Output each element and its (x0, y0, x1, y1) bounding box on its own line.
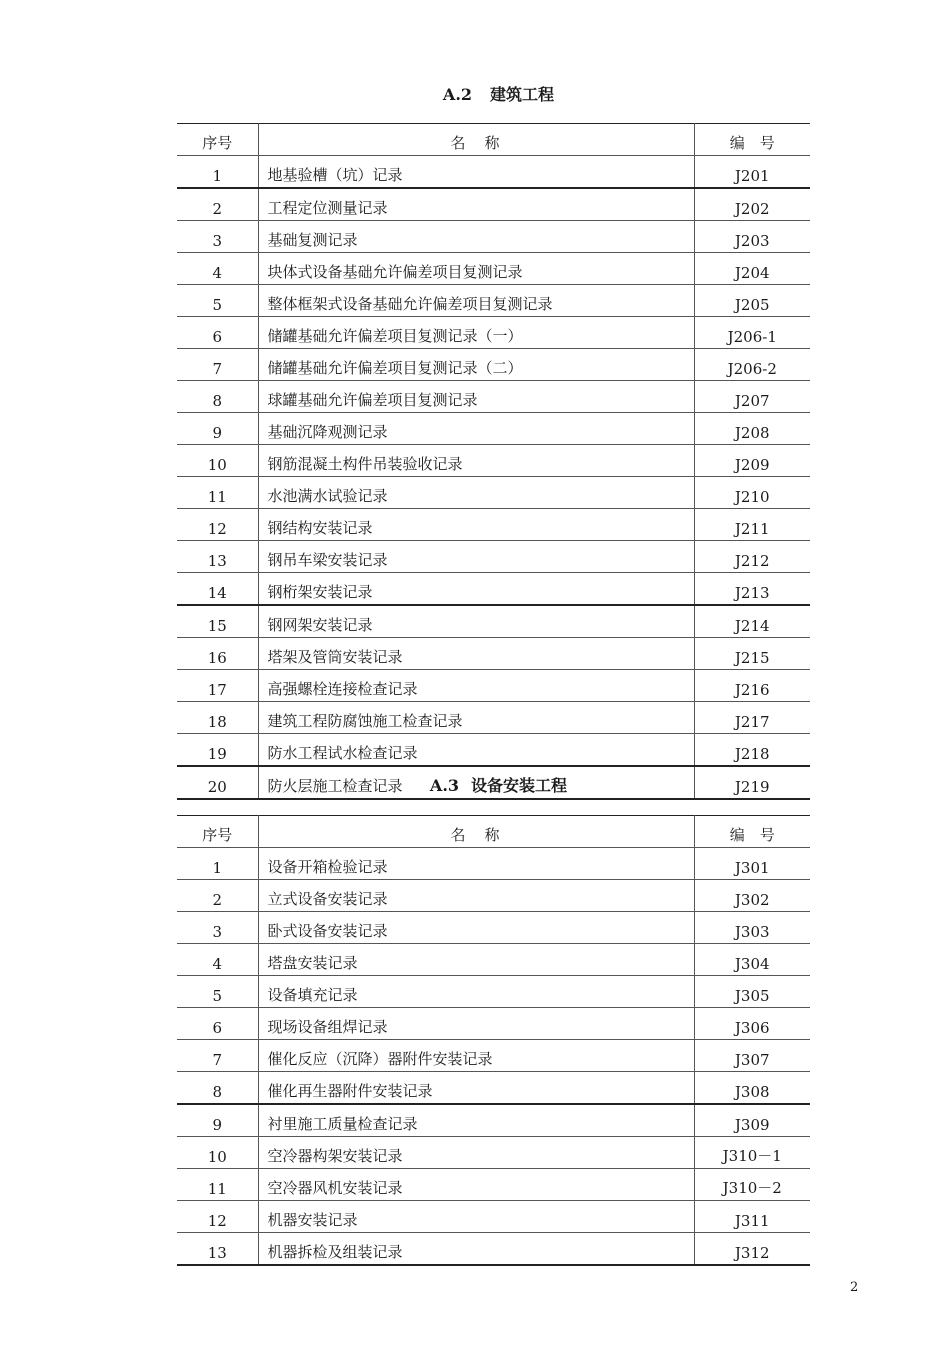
table-row (177, 221, 810, 253)
row-code: J310－1 (694, 1137, 810, 1169)
header-code: 编 号 (694, 124, 810, 156)
table-row (177, 156, 810, 189)
row-code: J219 (694, 766, 810, 799)
table-row (177, 253, 810, 285)
row-seq: 8 (177, 381, 258, 413)
row-name: 设备填充记录 (258, 976, 694, 1008)
row-code: J216 (694, 670, 810, 702)
row-code: J207 (694, 381, 810, 413)
row-name: 设备开箱检验记录 (258, 848, 694, 880)
row-seq: 5 (177, 976, 258, 1008)
row-name: 整体框架式设备基础允许偏差项目复测记录 (258, 285, 694, 317)
row-seq: 7 (177, 349, 258, 381)
row-seq: 6 (177, 1008, 258, 1040)
row-seq: 2 (177, 188, 258, 221)
row-seq: 16 (177, 638, 258, 670)
table-row (177, 848, 810, 880)
row-code: J204 (694, 253, 810, 285)
row-name: 卧式设备安装记录 (258, 912, 694, 944)
row-seq: 10 (177, 445, 258, 477)
row-name: 机器拆检及组装记录 (258, 1233, 694, 1266)
table-row (177, 976, 810, 1008)
table-row (177, 880, 810, 912)
row-name: 钢吊车梁安装记录 (258, 541, 694, 573)
row-code: J306 (694, 1008, 810, 1040)
row-code: J212 (694, 541, 810, 573)
row-name: 塔架及管筒安装记录 (258, 638, 694, 670)
header-code: 编 号 (694, 816, 810, 848)
row-name: 建筑工程防腐蚀施工检查记录 (258, 702, 694, 734)
section-a3-number: A.3 (429, 776, 460, 795)
row-name: 防火层施工检查记录 (258, 766, 694, 799)
row-seq: 1 (177, 156, 258, 189)
table-row (177, 188, 810, 221)
row-name: 钢结构安装记录 (258, 509, 694, 541)
row-name: 高强螺栓连接检查记录 (258, 670, 694, 702)
row-code: J208 (694, 413, 810, 445)
table-row (177, 349, 810, 381)
row-code: J202 (694, 188, 810, 221)
row-seq: 17 (177, 670, 258, 702)
row-code: J308 (694, 1072, 810, 1105)
row-name: 钢网架安装记录 (258, 605, 694, 638)
table-row (177, 734, 810, 767)
row-name: 现场设备组焊记录 (258, 1008, 694, 1040)
row-code: J302 (694, 880, 810, 912)
row-code: J310－2 (694, 1169, 810, 1201)
table-a3-body (177, 848, 810, 1266)
row-code: J206-2 (694, 349, 810, 381)
page-number: 2 (850, 1280, 859, 1295)
row-code: J304 (694, 944, 810, 976)
row-code: J210 (694, 477, 810, 509)
section-a2-heading: 建筑工程 (490, 85, 555, 104)
row-code: J312 (694, 1233, 810, 1266)
row-seq: 4 (177, 944, 258, 976)
row-name: 空冷器风机安装记录 (258, 1169, 694, 1201)
table-row (177, 541, 810, 573)
row-code: J218 (694, 734, 810, 767)
table-row (177, 509, 810, 541)
table-a2-body (177, 156, 810, 800)
row-code: J305 (694, 976, 810, 1008)
section-a2-title (0, 82, 950, 105)
section-a3-title (0, 773, 950, 796)
row-code: J209 (694, 445, 810, 477)
row-name: 块体式设备基础允许偏差项目复测记录 (258, 253, 694, 285)
row-seq: 1 (177, 848, 258, 880)
row-code: J211 (694, 509, 810, 541)
row-code: J213 (694, 573, 810, 606)
row-name: 水池满水试验记录 (258, 477, 694, 509)
row-name: 催化反应（沉降）器附件安装记录 (258, 1040, 694, 1072)
row-seq: 13 (177, 541, 258, 573)
table-a3-equipment (177, 815, 810, 1266)
table-row (177, 1169, 810, 1201)
table-row (177, 573, 810, 606)
row-seq: 6 (177, 317, 258, 349)
row-name: 钢桁架安装记录 (258, 573, 694, 606)
table-row (177, 1137, 810, 1169)
row-name: 立式设备安装记录 (258, 880, 694, 912)
row-seq: 9 (177, 1104, 258, 1137)
row-name: 空冷器构架安装记录 (258, 1137, 694, 1169)
row-code: J307 (694, 1040, 810, 1072)
table-row (177, 1040, 810, 1072)
row-name: 储罐基础允许偏差项目复测记录（二） (258, 349, 694, 381)
row-seq: 19 (177, 734, 258, 767)
row-seq: 4 (177, 253, 258, 285)
row-name: 储罐基础允许偏差项目复测记录（一） (258, 317, 694, 349)
row-code: J301 (694, 848, 810, 880)
section-a2-number: A.2 (442, 85, 473, 104)
table-row (177, 1008, 810, 1040)
table-row (177, 381, 810, 413)
header-name: 名 称 (258, 124, 694, 156)
table-row (177, 317, 810, 349)
section-a3-heading: 设备安装工程 (471, 776, 568, 795)
table-row (177, 413, 810, 445)
table-row (177, 605, 810, 638)
row-seq: 14 (177, 573, 258, 606)
row-seq: 12 (177, 1201, 258, 1233)
row-seq: 10 (177, 1137, 258, 1169)
table-row (177, 1072, 810, 1105)
row-code: J217 (694, 702, 810, 734)
row-seq: 18 (177, 702, 258, 734)
row-code: J201 (694, 156, 810, 189)
row-name: 基础复测记录 (258, 221, 694, 253)
row-name: 催化再生器附件安装记录 (258, 1072, 694, 1105)
table-row (177, 944, 810, 976)
row-seq: 11 (177, 1169, 258, 1201)
table-row (177, 285, 810, 317)
table-header-row (177, 816, 810, 848)
table-row (177, 670, 810, 702)
table-header-row (177, 124, 810, 156)
table-row (177, 702, 810, 734)
row-code: J205 (694, 285, 810, 317)
table-row (177, 638, 810, 670)
header-name: 名 称 (258, 816, 694, 848)
row-seq: 7 (177, 1040, 258, 1072)
row-seq: 13 (177, 1233, 258, 1266)
row-name: 球罐基础允许偏差项目复测记录 (258, 381, 694, 413)
row-code: J214 (694, 605, 810, 638)
row-code: J206-1 (694, 317, 810, 349)
row-seq: 11 (177, 477, 258, 509)
row-seq: 20 (177, 766, 258, 799)
row-code: J215 (694, 638, 810, 670)
row-seq: 3 (177, 221, 258, 253)
table-row (177, 1201, 810, 1233)
table-row (177, 445, 810, 477)
row-seq: 8 (177, 1072, 258, 1105)
header-seq: 序号 (177, 124, 258, 156)
row-name: 地基验槽（坑）记录 (258, 156, 694, 189)
row-seq: 3 (177, 912, 258, 944)
table-row (177, 1233, 810, 1266)
table-row (177, 1104, 810, 1137)
row-name: 钢筋混凝土构件吊装验收记录 (258, 445, 694, 477)
table-row (177, 477, 810, 509)
row-code: J203 (694, 221, 810, 253)
row-code: J309 (694, 1104, 810, 1137)
row-name: 基础沉降观测记录 (258, 413, 694, 445)
table-a2-construction (177, 123, 810, 800)
row-name: 机器安装记录 (258, 1201, 694, 1233)
row-name: 衬里施工质量检查记录 (258, 1104, 694, 1137)
row-seq: 12 (177, 509, 258, 541)
row-seq: 9 (177, 413, 258, 445)
header-seq: 序号 (177, 816, 258, 848)
table-row (177, 912, 810, 944)
row-seq: 15 (177, 605, 258, 638)
row-seq: 5 (177, 285, 258, 317)
row-code: J303 (694, 912, 810, 944)
row-name: 塔盘安装记录 (258, 944, 694, 976)
row-code: J311 (694, 1201, 810, 1233)
row-seq: 2 (177, 880, 258, 912)
row-name: 工程定位测量记录 (258, 188, 694, 221)
row-name: 防水工程试水检查记录 (258, 734, 694, 767)
